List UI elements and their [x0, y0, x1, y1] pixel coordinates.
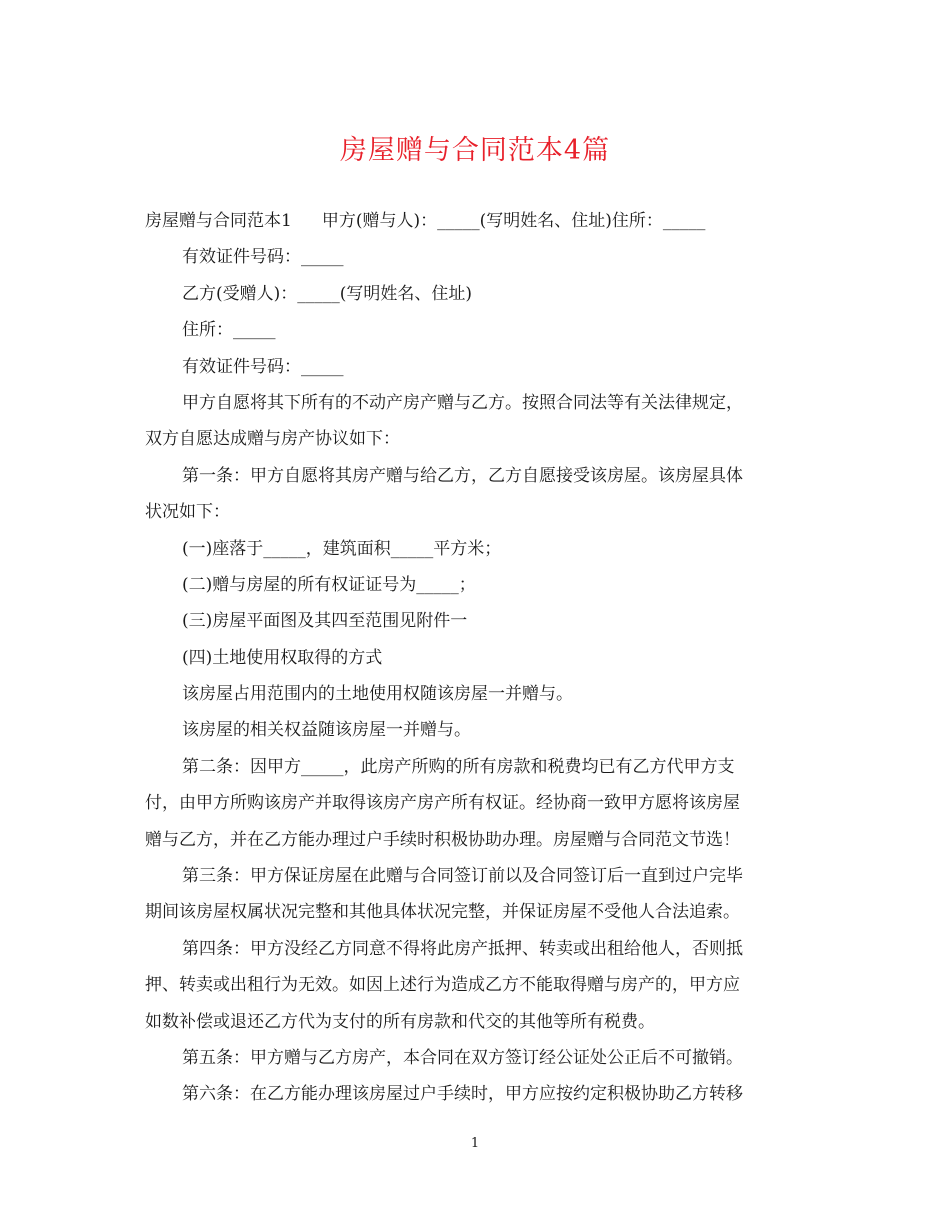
- paragraph-line: 第三条：甲方保证房屋在此赠与合同签订前以及合同签订后一直到过户完毕: [182, 866, 743, 886]
- paragraph-line: 住所：_____: [182, 320, 276, 340]
- paragraph-line: 第二条：因甲方_____，此房产所购的所有房款和税费均已有乙方代甲方支: [182, 757, 735, 777]
- paragraph-line: 第四条：甲方没经乙方同意不得将此房产抵押、转卖或出租给他人，否则抵: [182, 939, 743, 959]
- paragraph-line: 有效证件号码：_____: [182, 357, 344, 377]
- paragraph-line: (一)座落于_____，建筑面积_____平方米；: [182, 539, 502, 559]
- paragraph-line: (四)土地使用权取得的方式: [182, 648, 383, 668]
- paragraph-line: 付，由甲方所购该房产并取得该房产房产所有权证。经协商一致甲方愿将该房屋: [145, 793, 740, 813]
- paragraph-line: 该房屋占用范围内的土地使用权随该房屋一并赠与。: [182, 684, 573, 704]
- paragraph-line: 乙方(受赠人)：_____(写明姓名、住址): [182, 284, 473, 304]
- paragraph-line: (三)房屋平面图及其四至范围见附件一: [182, 611, 468, 631]
- paragraph-line: [145, 209, 805, 233]
- paragraph-line: 期间该房屋权属状况完整和其他具体状况完整，并保证房屋不受他人合法追索。: [145, 902, 740, 922]
- paragraph-line: 如数补偿或退还乙方代为支付的所有房款和代交的其他等所有税费。: [145, 1012, 655, 1032]
- contract-heading: 房屋赠与合同范本1: [145, 211, 292, 231]
- paragraph-line: 有效证件号码：_____: [182, 247, 344, 267]
- page-number: 1: [470, 1136, 480, 1151]
- paragraph-line: 第六条：在乙方能办理该房屋过户手续时，甲方应按约定积极协助乙方转移: [182, 1084, 743, 1104]
- paragraph-line: 赠与乙方，并在乙方能办理过户手续时积极协助办理。房屋赠与合同范文节选！: [145, 830, 740, 850]
- paragraph-line: 第五条：甲方赠与乙方房产，本合同在双方签订经公证处公正后不可撤销。: [182, 1048, 743, 1068]
- paragraph-line: (二)赠与房屋的所有权证证号为_____；: [182, 575, 476, 595]
- paragraph-line: 押、转卖或出租行为无效。如因上述行为造成乙方不能取得赠与房产的，甲方应: [145, 975, 740, 995]
- paragraph-line: 第一条：甲方自愿将其房产赠与给乙方，乙方自愿接受该房屋。该房屋具体: [182, 466, 743, 486]
- paragraph-line: 甲方自愿将其下所有的不动产房产赠与乙方。按照合同法等有关法律规定，: [182, 393, 743, 413]
- party-a-line: 甲方(赠与人)：_____(写明姓名、住址)住所：_____: [321, 211, 706, 231]
- paragraph-line: 状况如下：: [145, 502, 230, 522]
- document-title: 房屋赠与合同范本4篇: [339, 135, 611, 166]
- paragraph-line: 该房屋的相关权益随该房屋一并赠与。: [182, 720, 471, 740]
- paragraph-line: 双方自愿达成赠与房产协议如下：: [145, 429, 400, 449]
